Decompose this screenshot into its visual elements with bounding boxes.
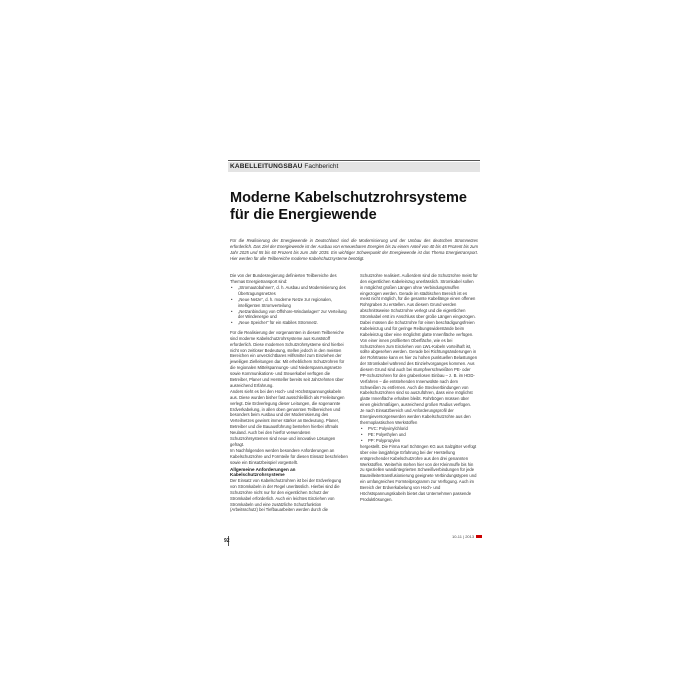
list-item: • PE: Polyethylen und	[360, 432, 478, 438]
right-paragraph-3: Je nach Einsatzbereich und Anforderungsprofil der Energieversorgerwerden werden Kabelschutzrohre aus den thermoplastischen Werkstoffen	[360, 408, 471, 426]
right-paragraph-1: Schutzrohre realisiert. Außerdem sind die Schutzrohre meist für den eigentlichen Kabeleinzug unerlässlich. Stromkabel sollen in möglichst großen Längen ohne Verbindungsmuffen eingezogen werden. Gerade im städtischen Bereich ist es meist nicht möglich, für die gesamte Kabellänge einen offenen Rohrgraben zu erstellen. Aus diesem Grund werden abschnittsweise Schutzrohre verlegt und die eigentlichen Stromkabel erst im Anschluss über große Längen eingezogen.	[360, 273, 478, 319]
list-item: • „Neue Netze“, d. h. moderne Netze zur regionalen, intelligenten Stromverteilung	[230, 297, 348, 309]
left-intro: Die von der Bundesregierung definierten Teilbereiche des Themas Energietransport sind:	[230, 273, 337, 284]
right-bullet-list	[360, 426, 478, 444]
journal-info	[452, 534, 482, 539]
subheading: Allgemeine Anforderungen an Kabelschutzrohrsysteme	[230, 466, 296, 478]
right-paragraph-2: Dabei müssen die Schutzrohre für einen beschädigungsfreien Kabeleinzug und für geringe Reibungswiderstände beim Kabeleinzug über eine möglichst glatte Innenfläche verfügen. Von einer innen profilierten Oberfläche, wie es bei Schutzrohren zum Einziehen von LWL-Kabeln vorteilhaft ist, sollte abgesehen werden. Gerade bei Richtungsänderungen in der Rohrtrasse kann es hier zu hohen punktuellen Belastungen der Stromkabel während des Einziehvorganges kommen. Aus diesem Grund sind auch bei stumpfverschweißten PE- oder PP-Schutzrohren für den grabenlosen Einbau – z. B. im HDD-Verfahren – die entstehenden Innenwülste nach dem Schweißen zu entfernen. Auch die Steckverbindungen von Kabelschutzrohren sind so auszuführen, dass eine möglichst glatte Innenfläche erhalten bleibt. Rohrbögen müssen über einen gleichmäßigen, ausreichend großen Radius verfügen.	[360, 320, 478, 408]
left-column	[230, 273, 348, 514]
section-header	[230, 162, 338, 172]
section-name: KABELLEITUNGSBAU	[230, 163, 303, 170]
list-item: • „Stromautobahnen“, d. h. Ausbau und Modernisierung des Übertragungsnetzes	[230, 285, 348, 297]
header-rule	[228, 160, 480, 161]
page-number: 92	[224, 538, 230, 544]
left-paragraph-4: Im Nachfolgenden werden besondere Anforderungen an Kabelschutzrohre und Formteile für diesen Einsatz beschrieben sowie ein Einsatzbeispiel vorgestellt.	[230, 447, 348, 465]
left-paragraph-2: Für die Realisierung der vorgenannten in diesem Teilbereiche sind moderne Kabelschutzrohrsysteme aus Kunststoff erforderlich. Diese modernen Schutzrohrsysteme sind hierbei nicht von zeitloser Bedeutung, stellen jedoch in den meisten Bereichen ein unverzichtbares Hilfsmittel zum Einziehen der jeweiligen Zielleitungen dar. Mit erheblichem Schutzrohren für die regionalen Mittelspannungs- und Niederspannungsnetze sowie Kommunikations- und Steuerkabel verfügen die Betreiber, Planer und Hersteller bereits seit Jahrzehnten über ausreichend Erfahrung.	[230, 330, 345, 388]
right-column	[360, 273, 478, 503]
list-item: • PVC: Polyvinylchlorid	[360, 426, 478, 432]
list-item: • „Neue Speicher“ für ein stabiles Stromnetz.	[230, 320, 348, 326]
list-item: • PP: Polypropylen	[360, 438, 478, 444]
left-bullet-list	[230, 285, 348, 326]
article-title: Moderne Kabelschutzrohrsysteme für die Energiewende	[230, 190, 467, 223]
list-item: • „Netzanbindung von Offshore-Windanlagen“ zur Verteilung der Windenergie und	[230, 309, 348, 321]
left-paragraph-3: Anders sieht es bei den Hoch- und Höchstspannungskabeln aus. Diese wurden bisher fast ausschließlich als Freileitungen verlegt. Die Erdverlegung dieser Leitungen, die sogenannte Erdverkabelung, in allen oben genannten Teilbereichen und besonders beim Ausbau und der Modernisierung des Verteilnetzes gewinnt immer stärker an Bedeutung. Planer, Betreiber und die Bauausführung bestehen hierbei oftmals Neuland. Auch bei den hierfür verwendeten Schutzrohrsystemen sind neue und innovative Lösungen gefragt.	[230, 389, 345, 447]
article-lead: Für die Realisierung der Energiewende in Deutschland sind die Modernisierung und der Umbau des deutschen Stromnetzes erforderlich. Das Ziel der Energiewende ist der Ausbau von erneuerbaren Energien bis zu einem Anteil von 40 bis 45 Prozent bis zum Jahr 2025 und 55 bis 60 Prozent bis zum Jahr 2035. Ein wichtiger Schwerpunkt der Energiewende ist das Thema Energietransport. Hier werden für alle Teilbereiche moderne Kabelschutzsysteme benötigt.	[230, 238, 478, 262]
journal-issue: 10-11 | 2013	[452, 534, 475, 539]
left-paragraph-5: Der Einsatz von Kabelschutzrohren ist bei der Erdverlegung von Stromkabeln in der Regel unerlässlich. Hierbei sind die Schutzrohre nicht nur für den eigentlichen Schutz der Stromkabel erforderlich. Auch ein leichtes Einziehen von Stromkabeln und eine zusätzliche Schutzfunktion (Arbeitsschutz) bei Tiefbauarbeiten werden durch die	[230, 478, 342, 513]
journal-logo-icon	[476, 535, 482, 538]
section-category: Fachbericht	[304, 163, 339, 170]
right-paragraph-4: hergestellt. Die Firma Karl Schöngen KG aus Salzgitter verfügt über eine langjährige Erfahrung bei der Herstellung entsprechender Kabelschutzrohre aus den drei genannten Werkstoffen. Weiterhin stehen hier von der Kleinmuffe bis hin zu speziellen wandintegrierten Schweißverbindungen für jede Bauteilleitertransfusionierung geeignete Verbindungstypen und ein umfangreiches Formteilprogramm zur Verfügung. Auch im Bereich der Erdverkabelung von Hoch- und Höchstspannungskabeln bietet das Unternehmen passende Produktlösungen.	[360, 443, 477, 502]
